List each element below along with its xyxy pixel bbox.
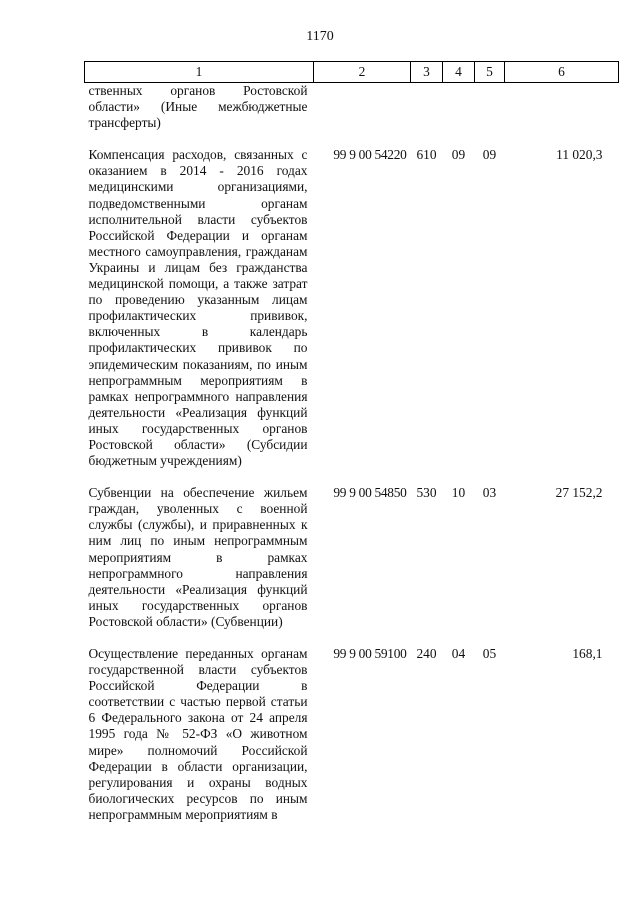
row-code: 99 9 00 54220	[333, 147, 407, 163]
row-description: Осуществление переданных органам государственной власти субъектов Российской Федерации в соответствии с частью первой статьи 6 Федерального закона от 24 апреля 1995 года № 52-ФЗ «О животном мире» полномочий Российской Федерации в области организации, регулирования и охраны водных биологических ресурсов по иным непрограммным мероприятиям в	[88, 646, 308, 822]
row-code: 99 9 00 54850	[333, 485, 407, 501]
row-amount: 27 152,2	[555, 485, 603, 501]
header-col-2: 2	[314, 62, 411, 83]
row-amount: 168,1	[572, 646, 603, 661]
row-col-5: 03	[482, 485, 497, 501]
header-col-3: 3	[411, 62, 443, 83]
row-col-4	[443, 83, 475, 132]
row-code	[314, 83, 411, 132]
row-col-4: 04	[451, 646, 466, 661]
row-col-3: 530	[416, 485, 437, 501]
row-col-5: 05	[482, 646, 497, 661]
row-description: Субвенции на обеспечение жильем граждан, уволенных с военной службы (службы), и приравненных к ним лиц по иным непрограммным мероприятиям в рамках непрограммного направления деятельности «Реализация функций иных государственных органов Ростовской области» (Субвенции)	[88, 485, 308, 629]
table-header	[85, 62, 619, 83]
page-number: 1170	[306, 29, 334, 44]
table-row	[85, 469, 619, 630]
row-description: ственных органов Ростовской области» (Иные межбюджетные трансферты)	[88, 83, 308, 131]
header-col-6: 6	[505, 62, 619, 83]
row-col-3	[411, 83, 443, 132]
table-row	[85, 630, 619, 823]
row-amount	[505, 83, 619, 132]
table-row	[85, 83, 619, 132]
row-description: Компенсация расходов, связанных с оказанием в 2014 - 2016 годах медицинскими организациями, подведомственными органам исполнительной власти субъектов Российской Федерации и органам местного самоуправления, гражданам Украины и лицам без гражданства медицинской помощи, а также затрат по проведению указанным лицам профилактических прививок, включенных в календарь профилактических прививок по эпидемическим показаниям, по иным непрограммным мероприятиям в рамках непрограммного направления деятельности «Реализация функций иных государственных органов Ростовской области» (Субсидии бюджетным учреждениям)	[88, 147, 308, 469]
row-col-5	[475, 83, 505, 132]
table-row	[85, 131, 619, 469]
header-row	[85, 62, 619, 83]
row-amount: 11 020,3	[556, 147, 603, 163]
row-code: 99 9 00 59100	[333, 646, 407, 661]
row-col-4: 10	[451, 485, 466, 501]
header-col-5: 5	[475, 62, 505, 83]
table-body	[85, 83, 619, 824]
row-col-3: 240	[416, 646, 437, 661]
header-col-1: 1	[85, 62, 314, 83]
row-col-5: 09	[482, 147, 497, 163]
row-col-3: 610	[416, 147, 437, 163]
row-col-4: 09	[451, 147, 466, 163]
budget-table	[84, 61, 619, 823]
header-col-4: 4	[443, 62, 475, 83]
